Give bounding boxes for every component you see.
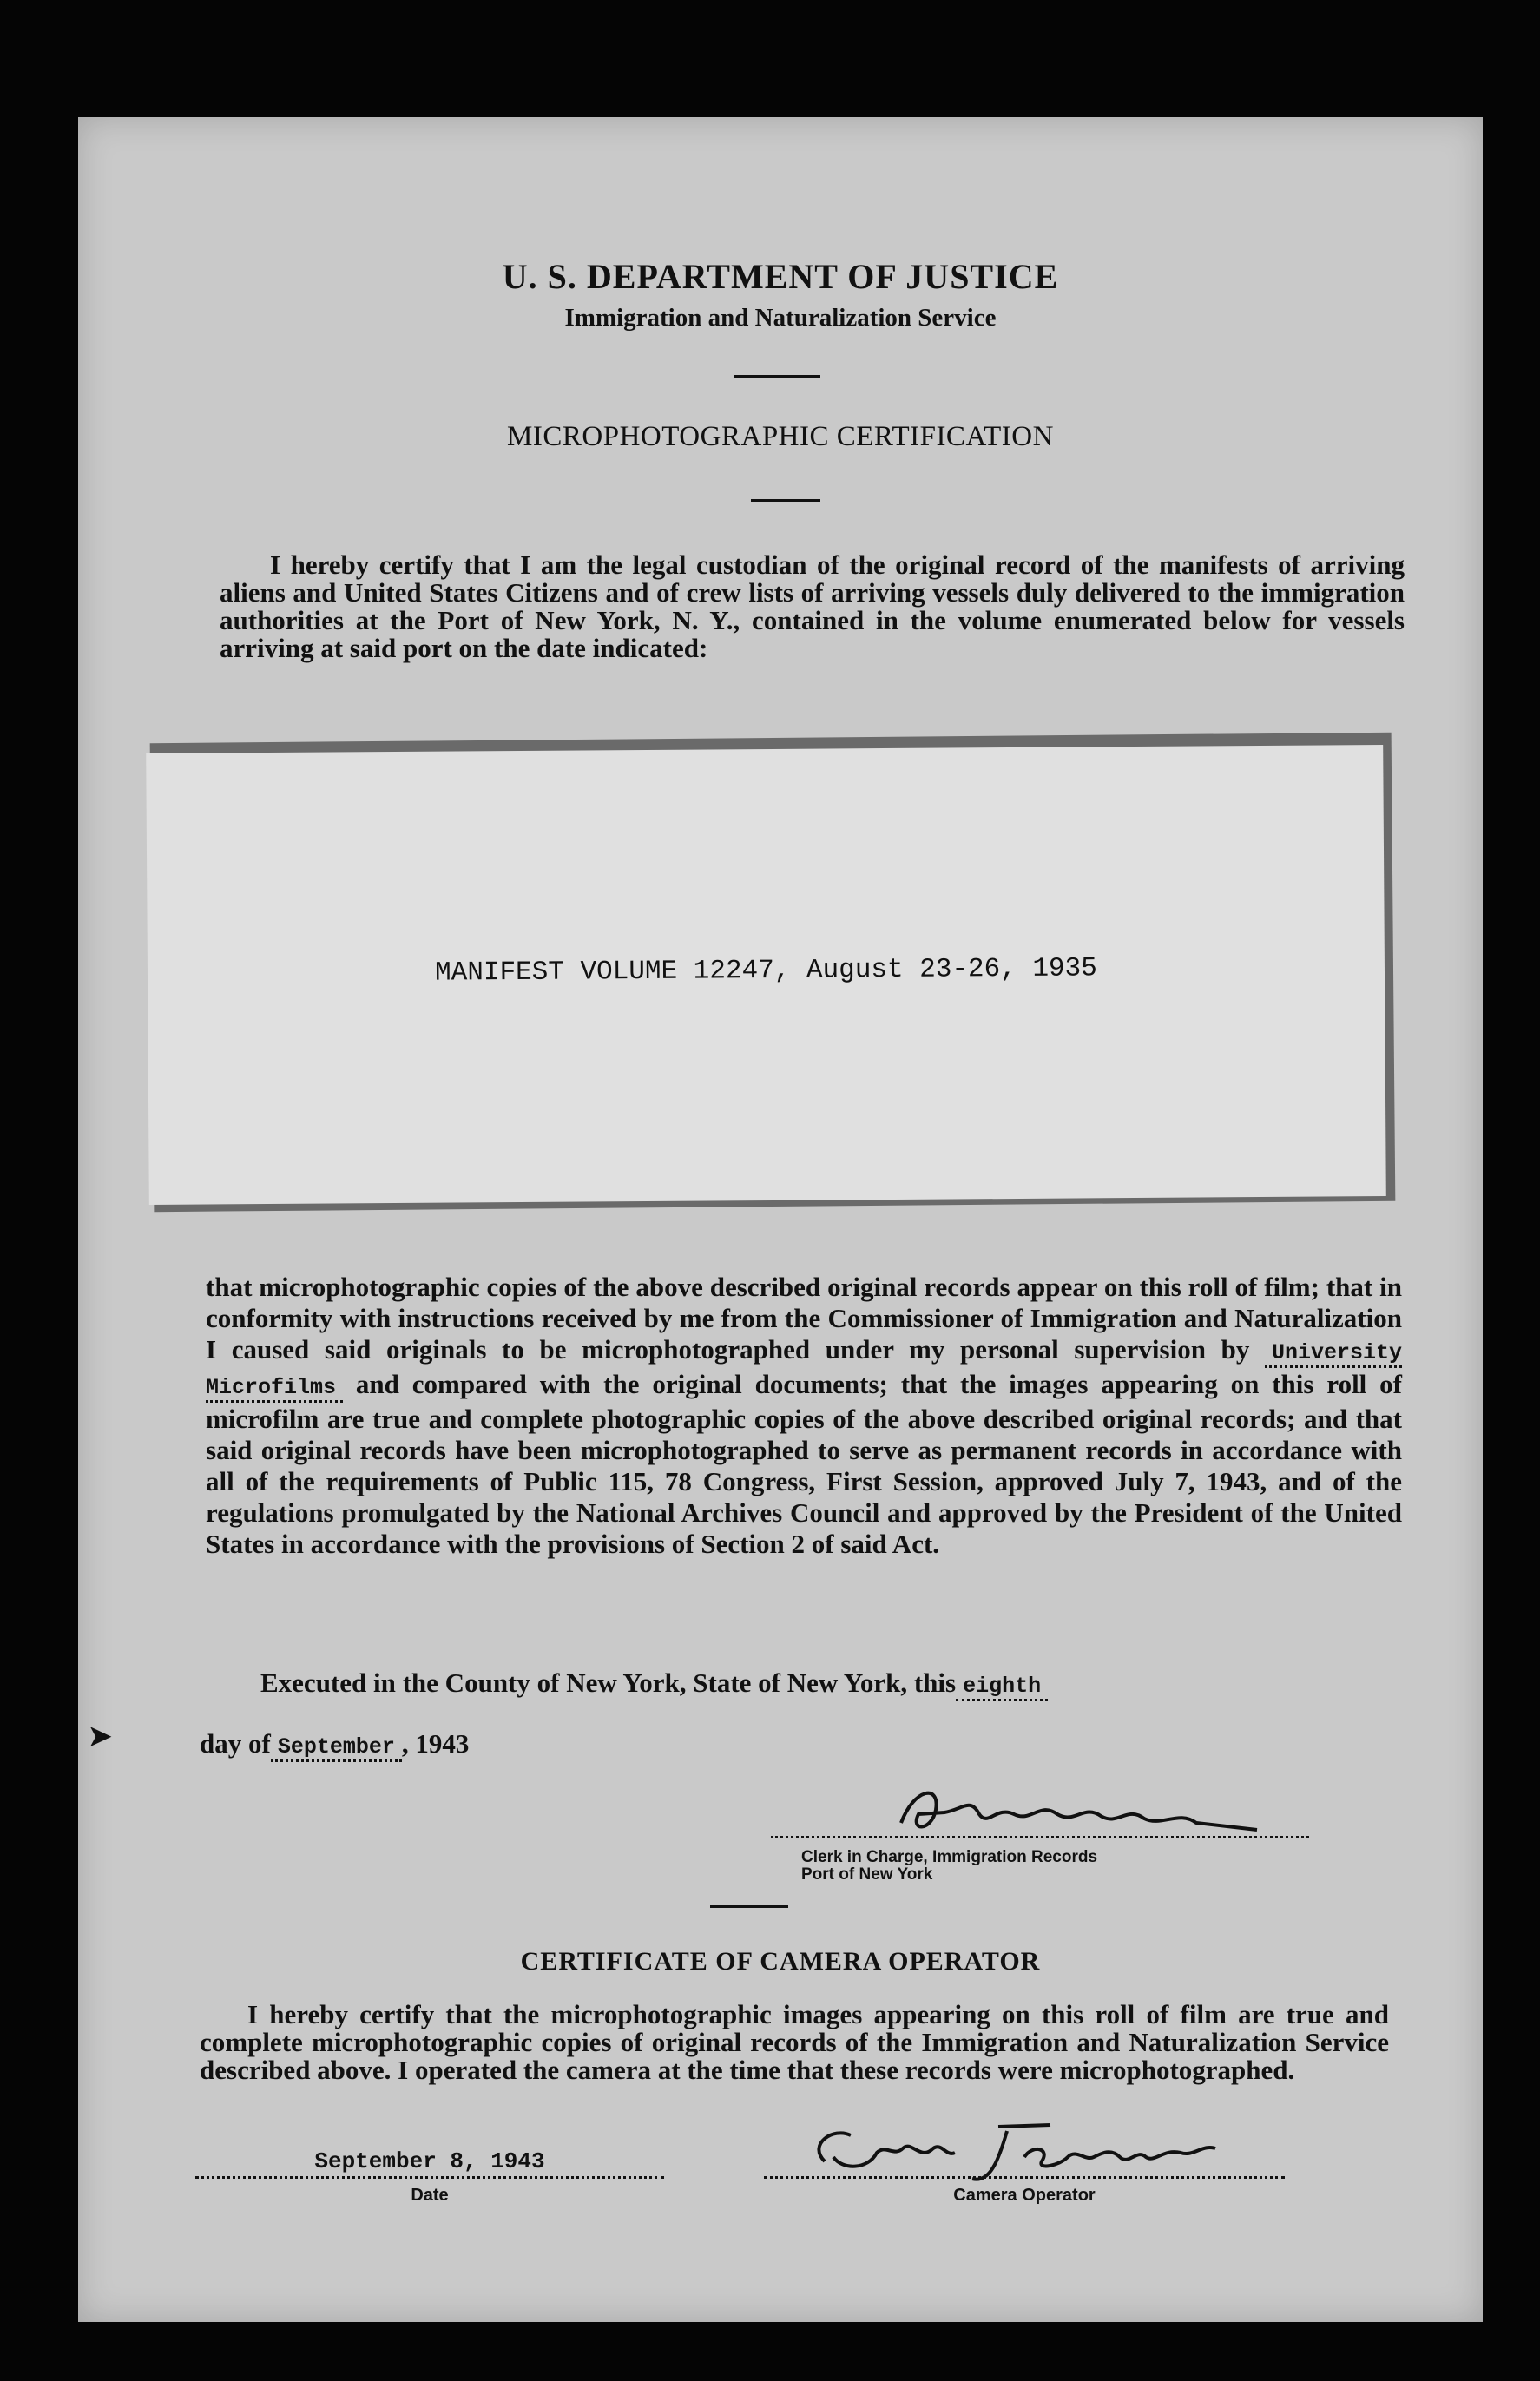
body-text-part-1: that microphotographic copies of the above described original records appear on this roll of film; that in conformity with instructions received by me from the Commissioner of Immigration and Naturalization I caused said originals to be microphotographed under my personal supervision by: [206, 1272, 1402, 1365]
day-of-label: day of: [200, 1728, 271, 1759]
operator-paragraph: I hereby certify that the microphotographic images appearing on this roll of film are true and complete microphotographic copies of original records of the Immigration and Naturalization Service described above. I operated the camera at the time that these records were microphotographed.: [200, 1999, 1389, 2085]
operator-signature-block: [764, 2148, 1285, 2206]
divider: [734, 375, 820, 378]
operator-date-value: September 8, 1943: [195, 2148, 664, 2179]
divider: [710, 1905, 788, 1908]
supervisor-field: University Microfilms: [206, 1340, 1402, 1403]
operator-date-caption: Date: [411, 2186, 449, 2205]
execution-day-field: eighth: [956, 1674, 1048, 1701]
operator-signature: [799, 2109, 1250, 2187]
record-card-text: MANIFEST VOLUME 12247, August 23-26, 1935: [434, 953, 1097, 989]
execution-lead: Executed in the County of New York, State of New York, this: [260, 1667, 957, 1698]
body-paragraph: [206, 1272, 1402, 1560]
execution-line: [260, 1669, 1389, 1700]
operator-date-block: [195, 2148, 664, 2206]
intro-paragraph: I hereby certify that I am the legal custodian of the original record of the manifests of arriving aliens and United States Citizens and of crew lists of arriving vessels duly delivered to the immigration authorities at the Port of New York, N. Y., contained in the volume enumerated below for vessels arriving at said port on the date indicated:: [220, 549, 1405, 663]
certification-title: MICROPHOTOGRAPHIC CERTIFICATION: [507, 421, 1054, 452]
execution-month-field: September: [271, 1734, 402, 1762]
year-digit: 3: [455, 1728, 470, 1759]
execution-date-line: [200, 1730, 981, 1761]
record-card: [146, 745, 1386, 1205]
department-heading: U. S. DEPARTMENT OF JUSTICE: [502, 257, 1059, 296]
clerk-signature-line: [771, 1836, 1309, 1838]
clerk-caption-title: Clerk in Charge, Immigration Records: [801, 1848, 1098, 1866]
divider: [751, 499, 820, 502]
year-prefix: , 194: [401, 1728, 456, 1759]
clerk-caption-port: Port of New York: [801, 1865, 933, 1884]
operator-caption: Camera Operator: [953, 2186, 1096, 2205]
margin-arrow-mark: ➤: [87, 1719, 114, 1754]
certificate-sheet: [78, 117, 1483, 2322]
clerk-caption: [801, 1849, 1097, 1884]
body-text-part-2: and compared with the original documents; that the images appearing on this roll of microfilm are true and complete photographic copies of the above described original records; and that said original records have been microphotographed to serve as permanent records in accordance with all of the requirements of Public 115, 78 Congress, First Session, approved July 7, 1943, and of the regulations promulgated by the National Archives Council and approved by the President of the United States in accordance with the provisions of Section 2 of said Act.: [206, 1369, 1402, 1559]
service-subheading: Immigration and Naturalization Service: [564, 304, 997, 332]
operator-certificate-title: CERTIFICATE OF CAMERA OPERATOR: [520, 1947, 1041, 1976]
